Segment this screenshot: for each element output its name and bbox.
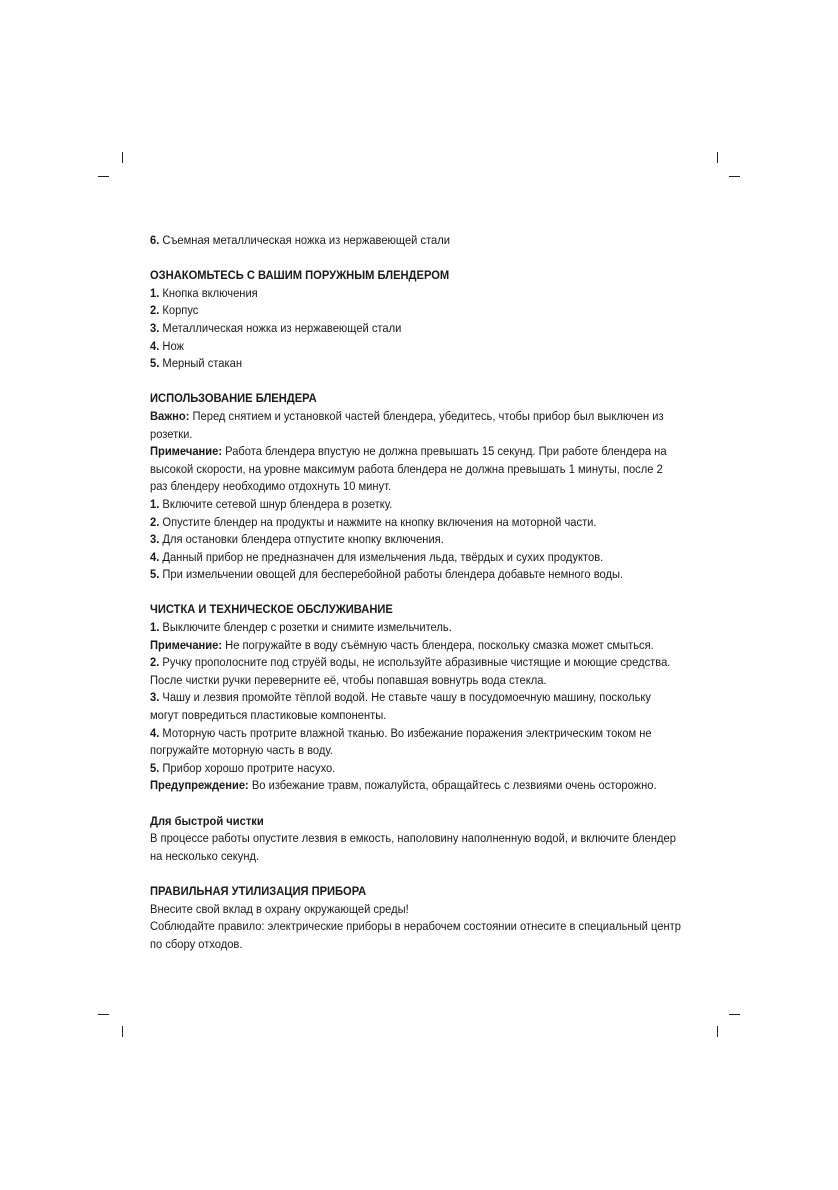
crop-mark-bottom-left-h [98,1014,109,1015]
warning: Предупреждение: Во избежание травм, пожалуйста, обращайтесь с лезвиями очень осторожно. [150,778,657,793]
list-item-cont: После чистки ручки переверните её, чтобы попавшая вовнутрь вода стекла. [150,672,547,687]
section-title-know: ОЗНАКОМЬТЕСЬ С ВАШИМ ПОРУЖНЫМ БЛЕНДЕРОМ [150,268,450,283]
note-cont: раз блендеру необходимо отдохнуть 10 минут. [150,479,392,494]
list-item: 4. Моторную часть протрите влажной тканью. Во избежание поражения электрическим током не [150,725,652,740]
list-item-cont: погружайте моторную часть в воду. [150,743,333,758]
paragraph-line: Соблюдайте правило: электрические приборы в нерабочем состоянии отнесите в специальный центр [150,919,681,934]
section-title-dispose: ПРАВИЛЬНАЯ УТИЛИЗАЦИЯ ПРИБОРА [150,883,367,898]
list-item-cont: могут повредиться пластиковые компоненты. [150,708,387,723]
paragraph-line: Внесите свой вклад в охрану окружающей среды! [150,901,409,916]
paragraph-line: на несколько секунд. [150,848,260,863]
crop-mark-bottom-right-h [729,1014,740,1015]
note-cont: высокой скорости, на уровне максимум работа блендера не должна превышать 1 минуты, после 2 [150,461,663,476]
crop-mark-top-left-v [122,152,123,163]
crop-mark-top-right-v [717,152,718,163]
list-item: 4. Нож [150,338,185,353]
document-body [150,232,695,953]
crop-mark-bottom-left-v [122,1026,123,1037]
list-item: 1. Кнопка включения [150,285,258,300]
paragraph-line: В процессе работы опустите лезвия в емкость, наполовину наполненную водой, и включите блендер [150,831,676,846]
paragraph-line: по сбору отходов. [150,936,243,951]
list-item: 2. Опустите блендер на продукты и нажмите на кнопку включения на моторной части. [150,514,597,529]
note: Примечание: Работа блендера впустую не должна превышать 15 секунд. При работе блендера на [150,444,667,459]
crop-mark-top-right-h [729,176,740,177]
list-item: 1. Включите сетевой шнур блендера в розетку. [150,496,393,511]
crop-mark-bottom-right-v [717,1026,718,1037]
list-item: 3. Металлическая ножка из нержавеющей стали [150,320,402,335]
list-item: 5. Мерный стакан [150,356,242,371]
list-item: 6. Съемная металлическая ножка из нержавеющей стали [150,233,451,247]
list-item: 3. Для остановки блендера отпустите кнопку включения. [150,532,444,547]
section-title-clean: ЧИСТКА И ТЕХНИЧЕСКОЕ ОБСЛУЖИВАНИЕ [150,602,393,617]
section-title-use: ИСПОЛЬЗОВАНИЕ БЛЕНДЕРА [150,391,317,406]
important-note-cont: розетки. [150,426,193,441]
note: Примечание: Не погружайте в воду съёмную часть блендера, поскольку смазка может смыться. [150,637,654,652]
list-item: 2. Ручку прополосните под струёй воды, не используйте абразивные чистящие и моющие средства. [150,655,671,670]
crop-mark-top-left-h [98,176,109,177]
list-item: 3. Чашу и лезвия промойте тёплой водой. Не ставьте чашу в посудомоечную машину, поскольку [150,690,651,705]
list-item: 2. Корпус [150,303,199,318]
important-note: Важно: Перед снятием и установкой частей блендера, убедитесь, чтобы прибор был выключен из [150,408,664,423]
list-item: 5. При измельчении овощей для бесперебойной работы блендера добавьте немного воды. [150,567,624,582]
list-item: 4. Данный прибор не предназначен для измельчения льда, твёрдых и сухих продуктов. [150,549,604,564]
section-title-quick: Для быстрой чистки [150,813,264,828]
list-item: 1. Выключите блендер с розетки и снимите измельчитель. [150,620,452,635]
list-item: 5. Прибор хорошо протрите насухо. [150,760,336,775]
